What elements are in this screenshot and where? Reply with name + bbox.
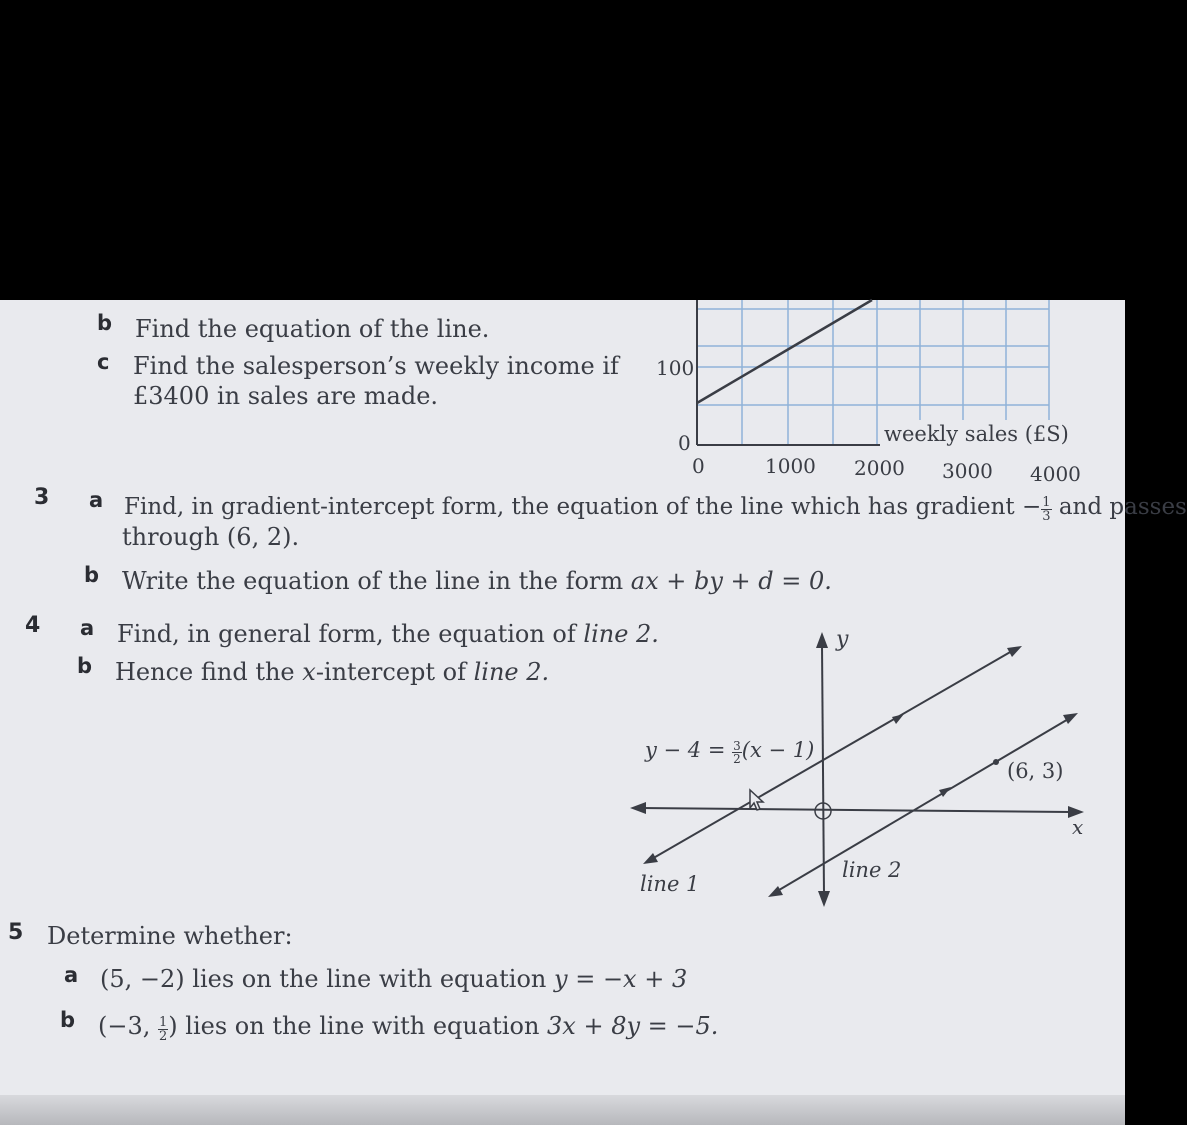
lines-graph-y-label: y bbox=[836, 627, 849, 652]
sales-graph-x-tick: 2000 bbox=[854, 456, 905, 480]
q3-b-text: Write the equation of the line in the form ax + by + d = 0. bbox=[122, 567, 832, 595]
sales-graph-x-tick: 0 bbox=[692, 454, 705, 478]
q2-b-label: b bbox=[97, 311, 113, 335]
lines-graph-x-arrow-left bbox=[630, 802, 646, 814]
q2-c-text-line1: Find the salesperson’s weekly income if bbox=[133, 352, 619, 380]
line-1-arrow-start bbox=[643, 853, 658, 864]
q5-a-label: a bbox=[64, 963, 79, 987]
q4-b-label: b bbox=[77, 654, 93, 678]
line-2-arrow-end bbox=[1063, 713, 1078, 724]
q5-a-text: (5, −2) lies on the line with equation y = −x + 3 bbox=[100, 965, 688, 993]
sales-graph-x-tick: 3000 bbox=[942, 459, 993, 483]
q4-a-text: Find, in general form, the equation of line 2. bbox=[117, 620, 659, 648]
line-1-direction-arrow bbox=[892, 714, 904, 724]
line-1-equation: y − 4 = $\frac{3}{2}$ (x − 1) bbox=[645, 738, 815, 766]
lines-graph-y-arrow-down bbox=[818, 891, 830, 907]
lines-graph-y-arrow-up bbox=[816, 632, 828, 648]
line-2-label: line 2 bbox=[842, 858, 902, 882]
q4-number: 4 bbox=[25, 613, 41, 638]
q5-number: 5 bbox=[8, 920, 24, 945]
point-6-3-marker bbox=[993, 759, 999, 765]
q3-b-label: b bbox=[84, 563, 100, 587]
line-1-label: line 1 bbox=[640, 872, 700, 896]
sales-graph-x-tick: 4000 bbox=[1030, 462, 1081, 486]
sales-graph-x-tick: 1000 bbox=[765, 454, 816, 478]
q3-number: 3 bbox=[34, 485, 50, 510]
lines-graph-x-axis bbox=[640, 808, 1070, 812]
q2-b-text: Find the equation of the line. bbox=[135, 315, 490, 343]
q5-b-label: b bbox=[60, 1008, 76, 1032]
q3-a-text-line1: Find, in gradient-intercept form, the equation of the line which has gradient − $\frac{1}{3}$ and passes bbox=[124, 494, 1187, 524]
sales-graph-y-tick-100: 100 bbox=[656, 356, 695, 380]
q2-c-label: c bbox=[97, 350, 110, 374]
lines-graph-x-label: x bbox=[1072, 815, 1084, 839]
sales-graph-y-tick-0: 0 bbox=[678, 431, 691, 455]
line-1-arrow-end bbox=[1007, 646, 1022, 657]
q4-a-label: a bbox=[80, 616, 95, 640]
cursor-arrow-icon bbox=[750, 790, 763, 810]
q2-c-text-line2: £3400 in sales are made. bbox=[133, 382, 439, 410]
sales-graph-x-axis-label: weekly sales (£S) bbox=[884, 422, 1069, 446]
line-2 bbox=[774, 718, 1070, 893]
lines-graph-y-axis bbox=[822, 645, 824, 895]
q3-a-text-line2: through (6, 2). bbox=[122, 523, 300, 551]
q5-intro: Determine whether: bbox=[47, 922, 293, 950]
q4-b-text: Hence find the x-intercept of line 2. bbox=[115, 658, 550, 686]
q5-b-text: (−3, $\frac{1}{2}$ ) lies on the line with equation 3x + 8y = −5. bbox=[98, 1012, 719, 1044]
point-6-3-label: (6, 3) bbox=[1007, 759, 1064, 783]
line-2-arrow-start bbox=[768, 886, 783, 897]
q3-a-label: a bbox=[89, 488, 104, 512]
